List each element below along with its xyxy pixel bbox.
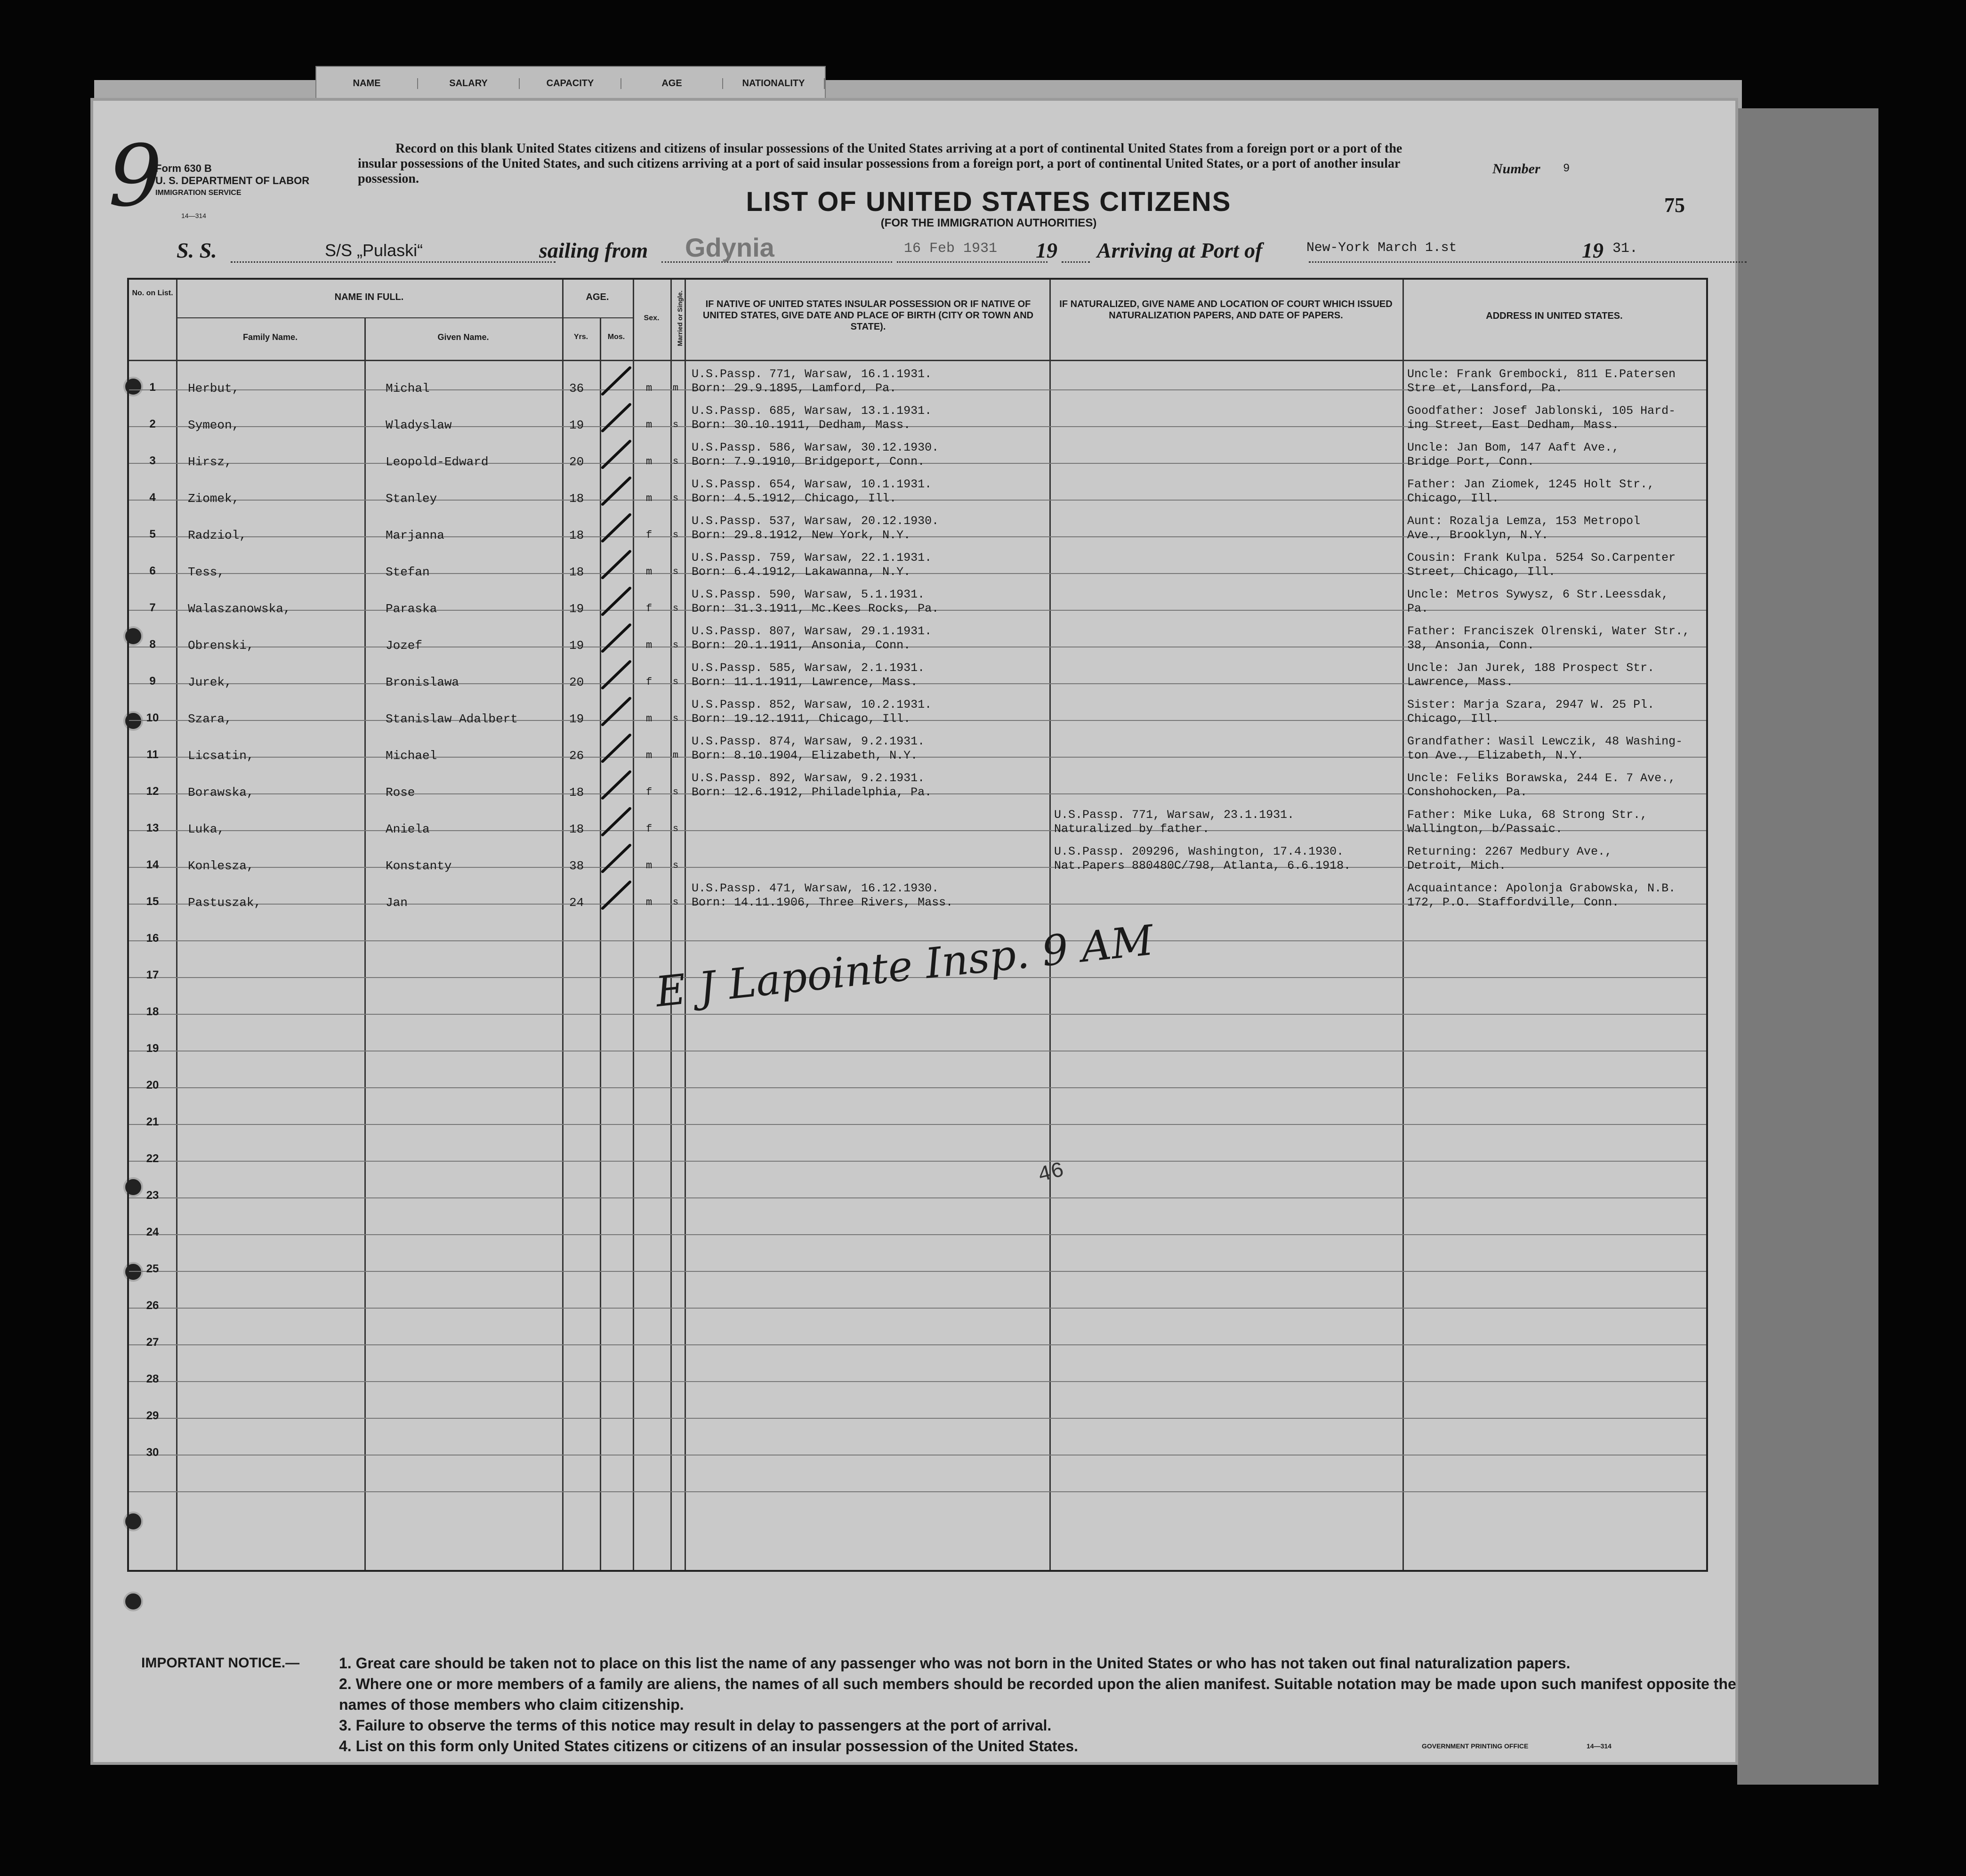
given-name: Paraska <box>386 602 437 616</box>
address-line-1: Aunt: Rozalja Lemza, 153 Metropol <box>1407 514 1641 528</box>
given-name: Rose <box>386 785 415 800</box>
printer-credit: GOVERNMENT PRINTING OFFICE <box>1422 1742 1529 1750</box>
sex: f <box>646 676 653 688</box>
given-name: Aniela <box>386 822 430 836</box>
birth-line-2: Born: 29.8.1912, New York, N.Y. <box>692 528 911 542</box>
notice-item: 2. Where one or more members of a family are aliens, the names of all such members should be recorded upon the alien manifest. Suitable notation may be made upon such manifest opposite the names of those members who claim citizenship. <box>339 1675 1736 1713</box>
family-name: Radziol, <box>188 528 247 542</box>
handwritten-list-number: 9 <box>108 127 162 226</box>
back-sheet-right <box>1737 108 1878 1785</box>
row-number: 23 <box>146 1189 159 1202</box>
check-mark-icon <box>600 512 633 545</box>
year-prefix-2: 19 <box>1582 238 1603 262</box>
address-line-2: 172, P.O. Staffordville, Conn. <box>1407 896 1620 909</box>
family-name: Szara, <box>188 712 232 726</box>
form-instructions: Record on this blank United States citizens and citizens of insular possessions of the United States arriving at a port of continental United States from a foreign port or a port of the insular possessions of the United States, and such citizens arriving at a port of said insular possessions from a foreign port, a port of continental United States, or a port of another insular possession. <box>358 141 1402 186</box>
given-name: Leopold-Edward <box>386 455 489 469</box>
marital-status: s <box>673 824 679 834</box>
family-name: Ziomek, <box>188 492 240 506</box>
birth-line-1: U.S.Passp. 471, Warsaw, 16.12.1930. <box>692 881 939 895</box>
header-sex: Sex. <box>644 314 660 322</box>
department-name: U. S. DEPARTMENT OF LABOR <box>155 175 310 186</box>
family-name: Luka, <box>188 822 225 836</box>
page-subtitle: (FOR THE IMMIGRATION AUTHORITIES) <box>880 217 1097 229</box>
row-number: 19 <box>146 1042 159 1055</box>
family-name: Symeon, <box>188 418 240 432</box>
address-line-2: ing Street, East Dedham, Mass. <box>1407 418 1620 432</box>
address-line-1: Uncle: Feliks Borawska, 244 E. 7 Ave., <box>1407 771 1676 785</box>
sailing-date: 16 Feb 1931 <box>904 241 998 257</box>
given-name: Stanislaw Adalbert <box>386 712 518 726</box>
birth-line-1: U.S.Passp. 759, Warsaw, 22.1.1931. <box>692 551 932 565</box>
row-number: 26 <box>146 1299 159 1312</box>
service-name: IMMIGRATION SERVICE <box>155 189 242 197</box>
marital-status: s <box>673 420 679 430</box>
header-yrs: Yrs. <box>573 333 588 341</box>
sex: f <box>646 603 653 615</box>
check-mark-icon <box>600 402 633 435</box>
row-number: 30 <box>146 1446 159 1459</box>
birth-line-1: U.S.Passp. 654, Warsaw, 10.1.1931. <box>692 477 932 491</box>
row-number: 5 <box>149 528 156 541</box>
inspector-signature: E J Lapointe Insp. 9 AM <box>653 915 1156 1017</box>
row-number: 14 <box>146 858 159 871</box>
family-name: Tess, <box>188 565 225 579</box>
marital-status: s <box>673 677 679 687</box>
arrival-year: 31. <box>1612 241 1638 257</box>
given-name: Jan <box>386 896 408 910</box>
row-number: 10 <box>146 712 159 724</box>
address-line-2: Lawrence, Mass. <box>1407 675 1514 689</box>
ss-label: S. S. <box>177 238 217 262</box>
sex: f <box>646 529 653 541</box>
sex: m <box>646 382 653 394</box>
row-number: 18 <box>146 1005 159 1018</box>
header-mos: Mos. <box>607 333 625 341</box>
address-line-1: Father: Mike Luka, 68 Strong Str., <box>1407 808 1648 822</box>
family-name: Pastuszak, <box>188 896 262 910</box>
voyage-line <box>177 233 1645 271</box>
birth-line-1: U.S.Passp. 892, Warsaw, 9.2.1931. <box>692 771 925 785</box>
given-name: Marjanna <box>386 528 444 542</box>
sex: f <box>646 786 653 798</box>
address-line-2: 38, Ansonia, Conn. <box>1407 639 1535 652</box>
ship-name: S/S „Pulaski“ <box>325 241 423 260</box>
row-number: 3 <box>149 454 156 467</box>
row-number: 9 <box>149 675 156 687</box>
address-line-2: Detroit, Mich. <box>1407 859 1507 873</box>
check-mark-icon <box>600 365 633 398</box>
age-years: 20 <box>569 675 584 689</box>
tab-nationality: NATIONALITY <box>723 78 825 89</box>
port-of-arrival: New-York March 1.st <box>1306 241 1457 255</box>
marital-status: s <box>673 530 679 541</box>
age-years: 18 <box>569 528 584 542</box>
row-number: 1 <box>149 381 156 394</box>
row-number: 16 <box>146 932 159 945</box>
address-line-1: Uncle: Frank Grembocki, 811 E.Patersen <box>1407 367 1676 381</box>
number-label: Number <box>1492 161 1540 177</box>
address-line-1: Cousin: Frank Kulpa. 5254 So.Carpenter <box>1407 551 1676 565</box>
check-mark-icon <box>600 695 633 728</box>
birth-line-2: Born: 8.10.1904, Elizabeth, N.Y. <box>692 749 918 762</box>
row-number: 11 <box>146 748 159 761</box>
number-value: 9 <box>1563 162 1570 175</box>
check-mark-icon <box>600 879 633 912</box>
page-title: LIST OF UNITED STATES CITIZENS <box>746 186 1232 217</box>
header-family-name: Family Name. <box>242 332 298 342</box>
sex: m <box>646 713 653 725</box>
birth-line-1: U.S.Passp. 586, Warsaw, 30.12.1930. <box>692 441 939 454</box>
address-line-1: Returning: 2267 Medbury Ave., <box>1407 845 1612 858</box>
address-line-2: Street, Chicago, Ill. <box>1407 565 1556 579</box>
row-number: 4 <box>149 491 156 504</box>
marital-status: s <box>673 566 679 577</box>
birth-line-2: Born: 31.3.1911, Mc.Kees Rocks, Pa. <box>692 602 939 615</box>
marital-status: s <box>673 897 679 908</box>
birth-line-1: U.S.Passp. 590, Warsaw, 5.1.1931. <box>692 588 925 601</box>
sex: m <box>646 639 653 651</box>
sex: m <box>646 860 653 872</box>
given-name: Stefan <box>386 565 430 579</box>
age-years: 19 <box>569 418 584 432</box>
form-number: Form 630 B <box>155 162 212 174</box>
arriving-label: Arriving at Port of <box>1097 238 1263 262</box>
sex: m <box>646 419 653 431</box>
marital-status: s <box>673 640 679 651</box>
check-mark-icon <box>600 769 633 802</box>
header-address: ADDRESS IN UNITED STATES. <box>1486 311 1623 321</box>
tab-capacity: CAPACITY <box>520 78 621 89</box>
row-number: 17 <box>146 969 159 981</box>
age-years: 18 <box>569 785 584 800</box>
check-mark-icon <box>600 585 633 618</box>
marital-status: m <box>673 750 679 761</box>
address-line-1: Goodfather: Josef Jablonski, 105 Hard- <box>1407 404 1676 418</box>
row-number: 29 <box>146 1409 159 1422</box>
address-line-2: ton Ave., Elizabeth, N.Y. <box>1407 749 1584 762</box>
row-number: 28 <box>146 1373 159 1385</box>
check-mark-icon <box>600 806 633 839</box>
given-name: Stanley <box>386 492 437 506</box>
row-number: 21 <box>146 1116 159 1128</box>
family-name: Licsatin, <box>188 749 254 763</box>
punch-hole <box>123 1592 143 1611</box>
address-line-1: Father: Jan Ziomek, 1245 Holt Str., <box>1407 477 1655 491</box>
address-line-2: Pa. <box>1407 602 1429 615</box>
check-mark-icon <box>600 842 633 875</box>
marital-status: s <box>673 493 679 504</box>
family-name: Jurek, <box>188 675 232 689</box>
address-line-1: Uncle: Jan Jurek, 188 Prospect Str. <box>1407 661 1655 675</box>
family-name: Obrenski, <box>188 639 254 653</box>
family-name: Konlesza, <box>188 859 254 873</box>
birth-line-1: U.S.Passp. 537, Warsaw, 20.12.1930. <box>692 514 939 528</box>
header-no-on-list: No. on List. <box>132 289 173 297</box>
birth-line-2: Born: 7.9.1910, Bridgeport, Conn. <box>692 455 925 469</box>
notice-item: 4. List on this form only United States citizens or citizens of an insular possession of the United States. <box>339 1738 1079 1755</box>
row-number: 24 <box>146 1226 159 1238</box>
birth-line-1: U.S.Passp. 771, Warsaw, 16.1.1931. <box>692 367 932 381</box>
birth-line-2: Born: 11.1.1911, Lawrence, Mass. <box>692 675 918 689</box>
age-years: 26 <box>569 749 584 763</box>
age-years: 18 <box>569 565 584 579</box>
birth-line-2: Born: 6.4.1912, Lakawanna, N.Y. <box>692 565 911 579</box>
row-number: 22 <box>146 1152 159 1165</box>
header-name-in-full: NAME IN FULL. <box>334 292 404 302</box>
passenger-table <box>127 278 1708 1572</box>
family-name: Borawska, <box>188 785 254 800</box>
header-age: AGE. <box>586 292 609 302</box>
sex: f <box>646 823 653 835</box>
age-years: 19 <box>569 712 584 726</box>
sex: m <box>646 456 653 468</box>
row-number: 27 <box>146 1336 159 1349</box>
row-number: 8 <box>149 638 156 651</box>
given-name: Michael <box>386 749 437 763</box>
birth-line-1: U.S.Passp. 685, Warsaw, 13.1.1931. <box>692 404 932 418</box>
tab-age: AGE <box>621 78 723 89</box>
address-line-1: Grandfather: Wasil Lewczik, 48 Washing- <box>1407 735 1683 748</box>
row-number: 20 <box>146 1079 159 1092</box>
address-line-2: Bridge Port, Conn. <box>1407 455 1535 469</box>
naturalization-line-1: U.S.Passp. 771, Warsaw, 23.1.1931. <box>1054 808 1295 822</box>
given-name: Konstanty <box>386 859 452 873</box>
address-line-2: Conshohocken, Pa. <box>1407 785 1528 799</box>
check-mark-icon <box>600 732 633 765</box>
sailing-from-label: sailing from <box>539 238 648 262</box>
tab-salary: SALARY <box>418 78 520 89</box>
year-prefix-1: 19 <box>1036 238 1057 262</box>
check-mark-icon <box>600 438 633 471</box>
age-years: 38 <box>569 859 584 873</box>
header-naturalized: IF NATURALIZED, GIVE NAME AND LOCATION OF COURT WHICH ISSUED NATURALIZATION PAPERS, AND DATE OF PAPERS. <box>1059 299 1393 321</box>
marital-status: s <box>673 456 679 467</box>
header-birth: IF NATIVE OF UNITED STATES INSULAR POSSESSION OR IF NATIVE OF UNITED STATES, GIVE DATE AND PLACE OF BIRTH (CITY OR TOWN AND STATE). <box>702 299 1034 332</box>
row-number: 13 <box>146 822 159 834</box>
notice-items <box>339 1653 1751 1756</box>
birth-line-2: Born: 14.11.1906, Three Rivers, Mass. <box>692 896 953 909</box>
page-stamp: 46 <box>1035 1158 1067 1188</box>
marital-status: m <box>673 383 679 394</box>
address-line-1: Uncle: Metros Sywysz, 6 Str.Leessdak, <box>1407 588 1669 601</box>
address-line-2: Wallington, b/Passaic. <box>1407 822 1563 836</box>
address-line-1: Sister: Marja Szara, 2947 W. 25 Pl. <box>1407 698 1655 712</box>
naturalization-line-2: Naturalized by father. <box>1054 822 1210 836</box>
notice-item: 1. Great care should be taken not to place on this list the name of any passenger who was not born in the United States or who has not taken out final naturalization papers. <box>339 1655 1571 1672</box>
birth-line-1: U.S.Passp. 585, Warsaw, 2.1.1931. <box>692 661 925 675</box>
check-mark-icon <box>600 659 633 692</box>
marital-status: s <box>673 860 679 871</box>
marital-status: s <box>673 713 679 724</box>
given-name: Jozef <box>386 639 423 653</box>
birth-line-1: U.S.Passp. 874, Warsaw, 9.2.1931. <box>692 735 925 748</box>
footer-form-code: 14—314 <box>1587 1742 1611 1750</box>
address-line-2: Ave., Brooklyn, N.Y. <box>1407 528 1549 542</box>
row-number: 15 <box>146 895 159 908</box>
sex: m <box>646 493 653 504</box>
age-years: 20 <box>569 455 584 469</box>
check-mark-icon <box>600 475 633 508</box>
age-years: 24 <box>569 896 584 910</box>
marital-status: s <box>673 787 679 798</box>
check-mark-icon <box>600 622 633 655</box>
address-line-2: Chicago, Ill. <box>1407 712 1499 726</box>
age-years: 36 <box>569 381 584 396</box>
birth-line-2: Born: 20.1.1911, Ansonia, Conn. <box>692 639 911 652</box>
form-code-top: 14—314 <box>181 212 206 219</box>
age-years: 18 <box>569 822 584 836</box>
tab-strip <box>315 66 826 101</box>
address-line-2: Stre et, Lansford, Pa. <box>1407 381 1563 395</box>
birth-line-1: U.S.Passp. 807, Warsaw, 29.1.1931. <box>692 624 932 638</box>
marital-status: s <box>673 603 679 614</box>
age-years: 19 <box>569 602 584 616</box>
tab-name: NAME <box>316 78 418 89</box>
address-line-1: Uncle: Jan Bom, 147 Aaft Ave., <box>1407 441 1620 454</box>
birth-line-2: Born: 29.9.1895, Lamford, Pa. <box>692 381 897 395</box>
family-name: Walaszanowska, <box>188 602 291 616</box>
page-number: 75 <box>1664 194 1685 217</box>
sex: m <box>646 897 653 908</box>
address-line-1: Father: Franciszek Olrenski, Water Str., <box>1407 624 1690 638</box>
given-name: Wladyslaw <box>386 418 452 432</box>
row-number: 12 <box>146 785 159 798</box>
given-name: Bronislawa <box>386 675 459 689</box>
header-married-single: Married or Single. <box>676 290 684 347</box>
address-line-1: Acquaintance: Apolonja Grabowska, N.B. <box>1407 881 1676 895</box>
age-years: 19 <box>569 639 584 653</box>
birth-line-1: U.S.Passp. 852, Warsaw, 10.2.1931. <box>692 698 932 712</box>
row-number: 25 <box>146 1262 159 1275</box>
notice-heading: IMPORTANT NOTICE.— <box>141 1655 300 1671</box>
form-identifier <box>155 162 309 199</box>
row-number: 7 <box>149 601 156 614</box>
row-number: 2 <box>149 418 156 430</box>
notice-item: 3. Failure to observe the terms of this notice may result in delay to passengers at the port of arrival. <box>339 1717 1052 1734</box>
address-line-2: Chicago, Ill. <box>1407 492 1499 505</box>
birth-line-2: Born: 19.12.1911, Chicago, Ill. <box>692 712 911 726</box>
row-number: 6 <box>149 565 156 577</box>
family-name: Hirsz, <box>188 455 232 469</box>
check-mark-icon <box>600 549 633 582</box>
given-name: Michal <box>386 381 430 396</box>
family-name: Herbut, <box>188 381 240 396</box>
birth-line-2: Born: 4.5.1912, Chicago, Ill. <box>692 492 897 505</box>
header-given-name: Given Name. <box>437 332 489 342</box>
birth-line-2: Born: 30.10.1911, Dedham, Mass. <box>692 418 911 432</box>
naturalization-line-2: Nat.Papers 880480C/798, Atlanta, 6.6.1918. <box>1054 859 1351 873</box>
birth-line-2: Born: 12.6.1912, Philadelphia, Pa. <box>692 785 932 799</box>
sex: m <box>646 566 653 578</box>
sex: m <box>646 750 653 761</box>
naturalization-line-1: U.S.Passp. 209296, Washington, 17.4.1930. <box>1054 845 1344 858</box>
port-from: Gdynia <box>685 233 774 262</box>
age-years: 18 <box>569 492 584 506</box>
